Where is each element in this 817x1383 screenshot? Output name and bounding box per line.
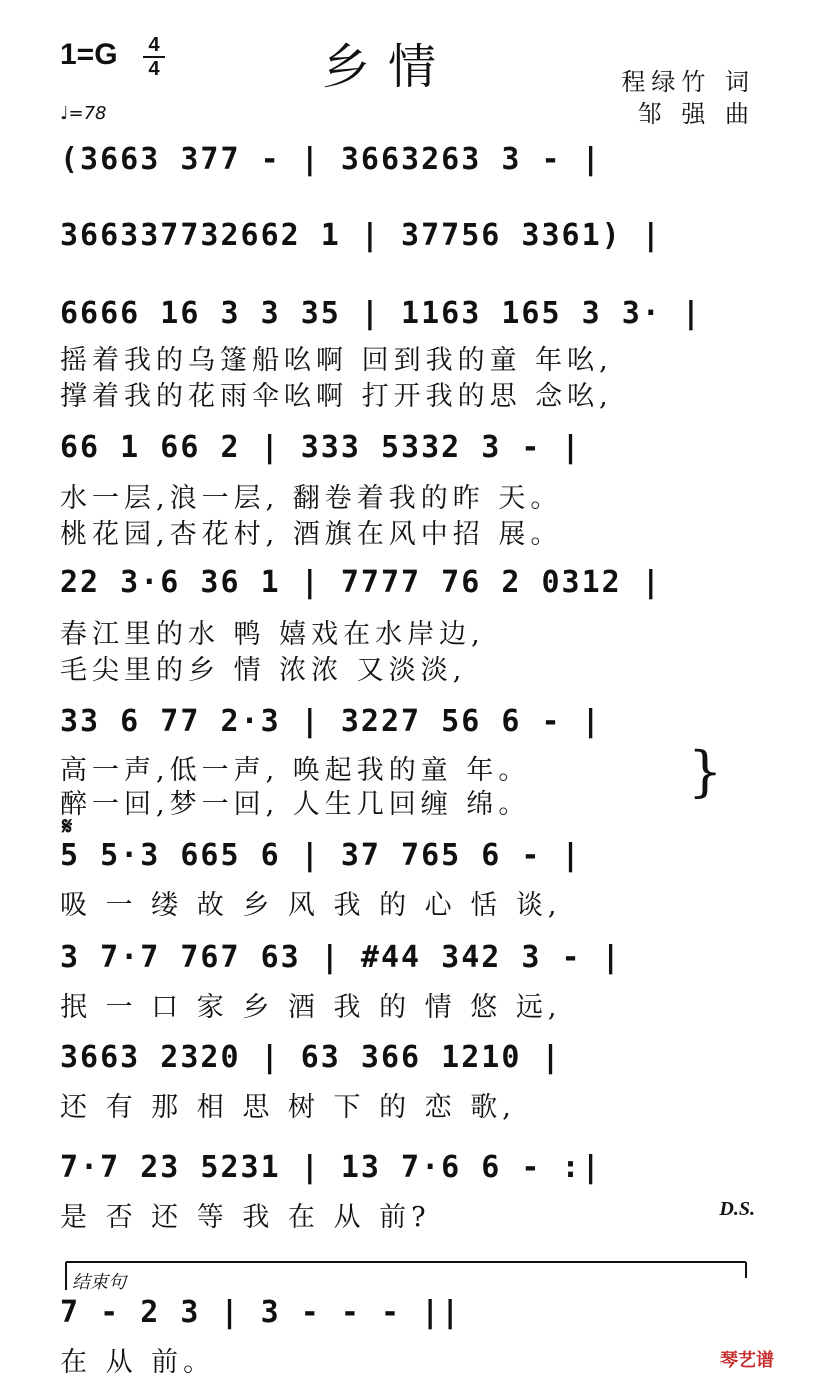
notation-line-2: 366337732662 1 | 37756 3361) | — [60, 218, 662, 253]
lyric-line-3b: 撑着我的花雨伞吆啊 打开我的思 念吆, — [60, 381, 613, 412]
lyric-line-4b: 桃花园,杏花村, 酒旗在风中招 展。 — [60, 519, 563, 550]
notation-line-8: 3 7·7 767 63 | #44 342 3 - | — [60, 940, 622, 975]
notation-line-5: 22 3·6 36 1 | 7777 76 2 0312 | — [60, 565, 662, 600]
segno-sign: 𝄋 — [62, 812, 73, 840]
notation-line-4: 66 1 66 2 | 333 5332 3 - | — [60, 430, 582, 465]
lyric-line-6a: 高一声,低一声, 唤起我的童 年。 — [60, 755, 531, 786]
verse-brace: } — [688, 740, 723, 803]
lyric-line-4a: 水一层,浪一层, 翻卷着我的昨 天。 — [60, 483, 563, 514]
time-signature-top: 4 — [148, 34, 160, 56]
notation-line-6: 33 6 77 2·3 | 3227 56 6 - | — [60, 704, 602, 739]
lyric-line-5a: 春江里的水 鸭 嬉戏在水岸边, — [60, 619, 485, 650]
ds-marking: D.S. — [719, 1198, 755, 1220]
tempo-marking: ♩=78 — [60, 103, 107, 124]
key-signature: 1=G — [60, 38, 118, 71]
lyric-line-10: 是 否 还 等 我 在 从 前? — [60, 1202, 431, 1233]
notation-line-1: (3663 377 - | 3663263 3 - | — [60, 142, 602, 177]
composer-credit: 邹 强 曲 — [637, 100, 755, 128]
lyric-line-6b: 醉一回,梦一回, 人生几回缠 绵。 — [60, 789, 531, 820]
notation-line-11: 7 - 2 3 | 3 - - - || — [60, 1295, 462, 1330]
watermark-logo: 琴艺谱 — [720, 1350, 774, 1371]
lyric-line-7: 吸 一 缕 故 乡 风 我 的 心 恬 谈, — [60, 890, 562, 921]
notation-line-7: 5 5·3 665 6 | 37 765 6 - | — [60, 838, 582, 873]
lyric-line-3a: 摇着我的乌篷船吆啊 回到我的童 年吆, — [60, 345, 613, 376]
notation-line-9: 3663 2320 | 63 366 1210 | — [60, 1040, 562, 1075]
notation-line-10: 7·7 23 5231 | 13 7·6 6 - :| — [60, 1150, 602, 1185]
lyricist-credit: 程绿竹 词 — [621, 68, 755, 96]
lyric-line-8: 抿 一 口 家 乡 酒 我 的 情 悠 远, — [60, 992, 562, 1023]
lyric-line-5b: 毛尖里的乡 情 浓浓 又淡淡, — [60, 655, 467, 686]
lyric-line-9: 还 有 那 相 思 树 下 的 恋 歌, — [60, 1092, 516, 1123]
ending-label: 结束句 — [72, 1272, 126, 1293]
notation-line-3: 6666 16 3 3 35 | 1163 165 3 3· | — [60, 296, 702, 331]
song-title: 乡情 — [322, 39, 455, 95]
time-signature-bottom: 4 — [148, 58, 160, 80]
lyric-line-11: 在 从 前。 — [60, 1347, 216, 1378]
